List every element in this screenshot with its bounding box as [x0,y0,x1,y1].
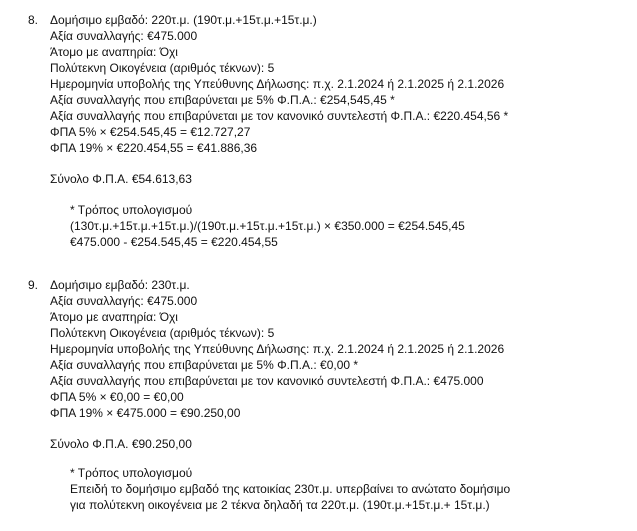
submission-date-line: Ημερομηνία υποβολής της Υπεύθυνης Δήλωσης: π.χ. 2.1.2024 ή 2.1.2025 ή 2.1.2026 [50,342,505,356]
large-family-line: Πολύτεκνη Οικογένεια (αριθμός τέκνων): 5 [50,326,275,340]
standard-vat-value-line: Αξία συναλλαγής που επιβαρύνεται με τον κανονικό συντελεστή Φ.Π.Α.: €475.000 [50,374,484,388]
reduced-vat-value-line: Αξία συναλλαγής που επιβαρύνεται με 5% Φ.Π.Α.: €254,545,45 * [50,93,395,107]
disability-line: Άτομο με αναπηρία: Όχι [50,310,178,324]
large-family-line: Πολύτεκνη Οικογένεια (αριθμός τέκνων): 5 [50,61,275,75]
transaction-value-line: Αξία συναλλαγής: €475.000 [50,29,198,43]
vat-5-line: ΦΠΑ 5% × €254.545,45 = €12.727,27 [50,125,251,139]
calculation-note-line: για πολύτεκνη οικογένεια με 2 τέκνα δηλαδή τα 220τ.μ. (190τ.μ.+15τ.μ.+ 15τ.μ.) [70,498,490,512]
vat-19-line: ΦΠΑ 19% × €475.000 = €90.250,00 [50,406,241,420]
vat-5-line: ΦΠΑ 5% × €0,00 = €0,00 [50,390,184,404]
vat-total-line: Σύνολο Φ.Π.Α. €54.613,63 [50,172,192,186]
item-number: 8. [28,13,39,27]
buildable-area-line: Δομήσιμο εμβαδό: 220τ.μ. (190τ.μ.+15τ.μ.+15τ.μ.) [50,13,317,27]
buildable-area-line: Δομήσιμο εμβαδό: 230τ.μ. [50,278,190,292]
standard-vat-value-line: Αξία συναλλαγής που επιβαρύνεται με τον κανονικό συντελεστή Φ.Π.Α.: €220.454,56 * [50,109,509,123]
item-number: 9. [28,278,39,292]
calculation-note-title: * Τρόπος υπολογισμού [70,203,193,217]
calculation-note-line: €475.000 - €254.545,45 = €220.454,55 [70,235,278,249]
disability-line: Άτομο με αναπηρία: Όχι [50,45,178,59]
transaction-value-line: Αξία συναλλαγής: €475.000 [50,294,198,308]
vat-total-line: Σύνολο Φ.Π.Α. €90.250,00 [50,437,192,451]
calculation-note-title: * Τρόπος υπολογισμού [70,466,193,480]
vat-19-line: ΦΠΑ 19% × €220.454,55 = €41.886,36 [50,141,258,155]
calculation-note-line: (130τ.μ.+15τ.μ.+15τ.μ.)/(190τ.μ.+15τ.μ.+15τ.μ.) × €350.000 = €254.545,45 [70,219,465,233]
reduced-vat-value-line: Αξία συναλλαγής που επιβαρύνεται με 5% Φ.Π.Α.: €0,00 * [50,358,359,372]
submission-date-line: Ημερομηνία υποβολής της Υπεύθυνης Δήλωσης: π.χ. 2.1.2024 ή 2.1.2025 ή 2.1.2026 [50,77,505,91]
calculation-note-line: Επειδή το δομήσιμο εμβαδό της κατοικίας 230τ.μ. υπερβαίνει το ανώτατο δομήσιμο [70,482,511,496]
